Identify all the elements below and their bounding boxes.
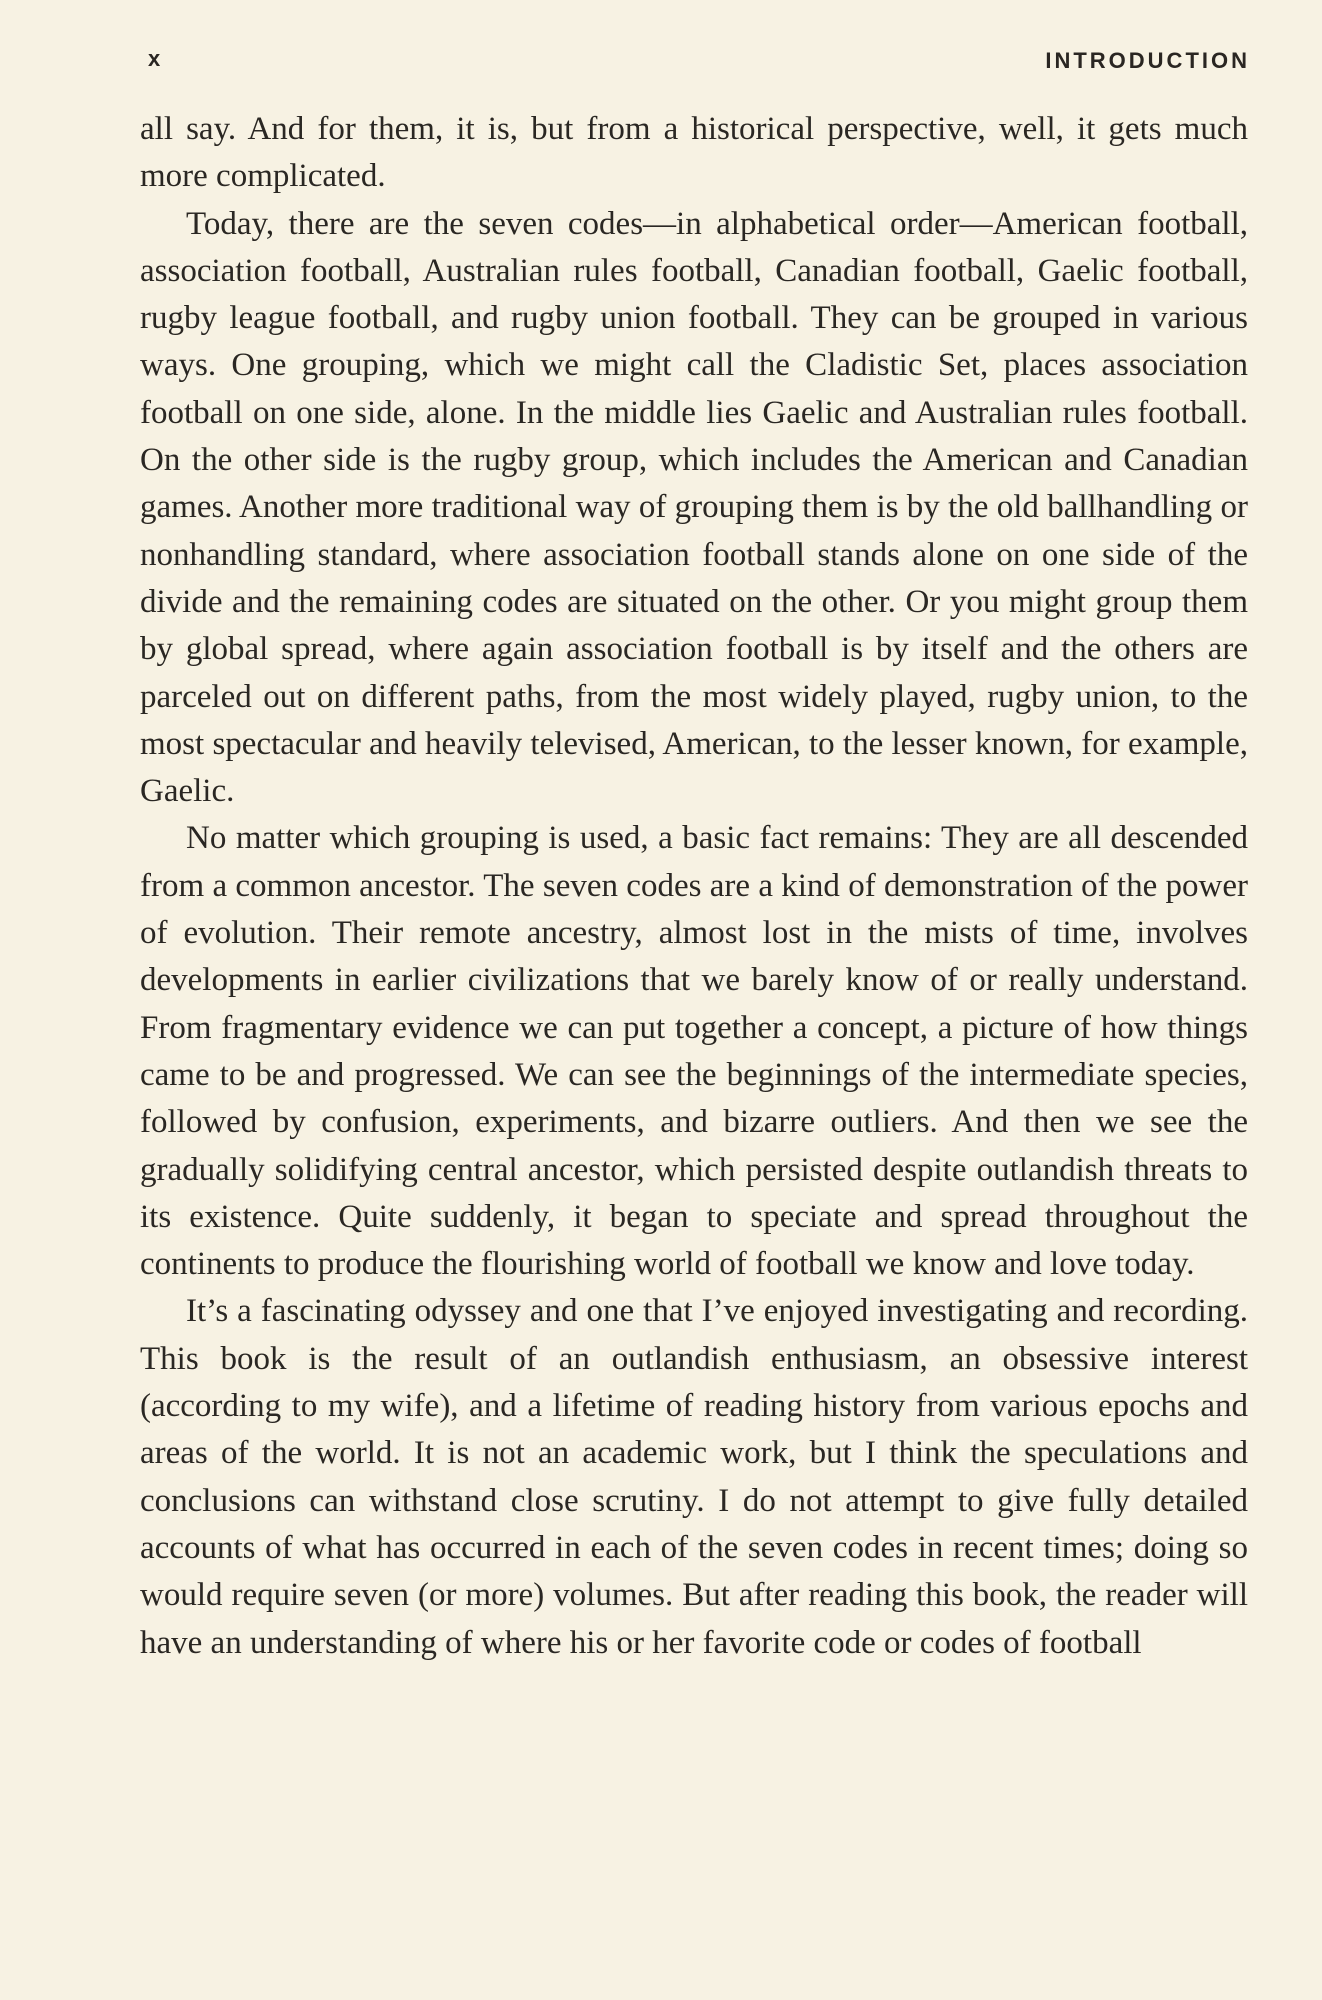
- page-number: x: [148, 46, 162, 71]
- paragraph-common-ancestor: No matter which grouping is used, a basic fact remains: They are all descended from a common ancestor. The seven codes are a kind of demonstration of the power of evolution. Their remote ancestry, almost lost in the mists of time, involves developments in earlier civilizations that we barely know of or really understand. From fragmentary evidence we can put together a concept, a picture of how things came to be and progressed. We can see the beginnings of the intermediate species, followed by confusion, experiments, and bizarre outliers. And then we see the gradually solidifying central ancestor, which persisted despite outlandish threats to its existence. Quite suddenly, it began to speciate and spread throughout the continents to produce the flourishing world of football we know and love today.: [140, 820, 1248, 1283]
- paragraph-odyssey: It’s a fascinating odyssey and one that I’ve enjoyed investigating and recording. This book is the result of an outlandish enthusiasm, an obsessive interest (according to my wife), and a lifetime of reading history from various epochs and areas of the world. It is not an academic work, but I think the speculations and conclusions can withstand close scrutiny. I do not attempt to give fully detailed accounts of what has occurred in each of the seven codes in recent times; doing so would require seven (or more) volumes. But after reading this book, the reader will have an understanding of where his or her favorite code or codes of football: [140, 1293, 1248, 1661]
- running-head: [148, 46, 1250, 76]
- chapter-title: INTRODUCTION: [1045, 48, 1250, 73]
- paragraph-seven-codes: Today, there are the seven codes—in alphabetical order—American football, association football, Australian rules football, Canadian football, Gaelic football, rugby league football, and rugby union football. They can be grouped in various ways. One grouping, which we might call the Cladistic Set, places association football on one side, alone. In the middle lies Gaelic and Australian rules football. On the other side is the rugby group, which includes the American and Canadian games. Another more traditional way of grouping them is by the old ballhandling or nonhandling standard, where association football stands alone on one side of the divide and the remaining codes are situated on the other. Or you might group them by global spread, where again association football is by itself and the others are parceled out on different paths, from the most widely played, rugby union, to the most spectacular and heavily televised, American, to the lesser known, for example, Gaelic.: [140, 205, 1248, 810]
- body-text: [140, 106, 1248, 1667]
- paragraph-continued: all say. And for them, it is, but from a historical perspective, well, it gets much more complicated.: [140, 111, 1248, 195]
